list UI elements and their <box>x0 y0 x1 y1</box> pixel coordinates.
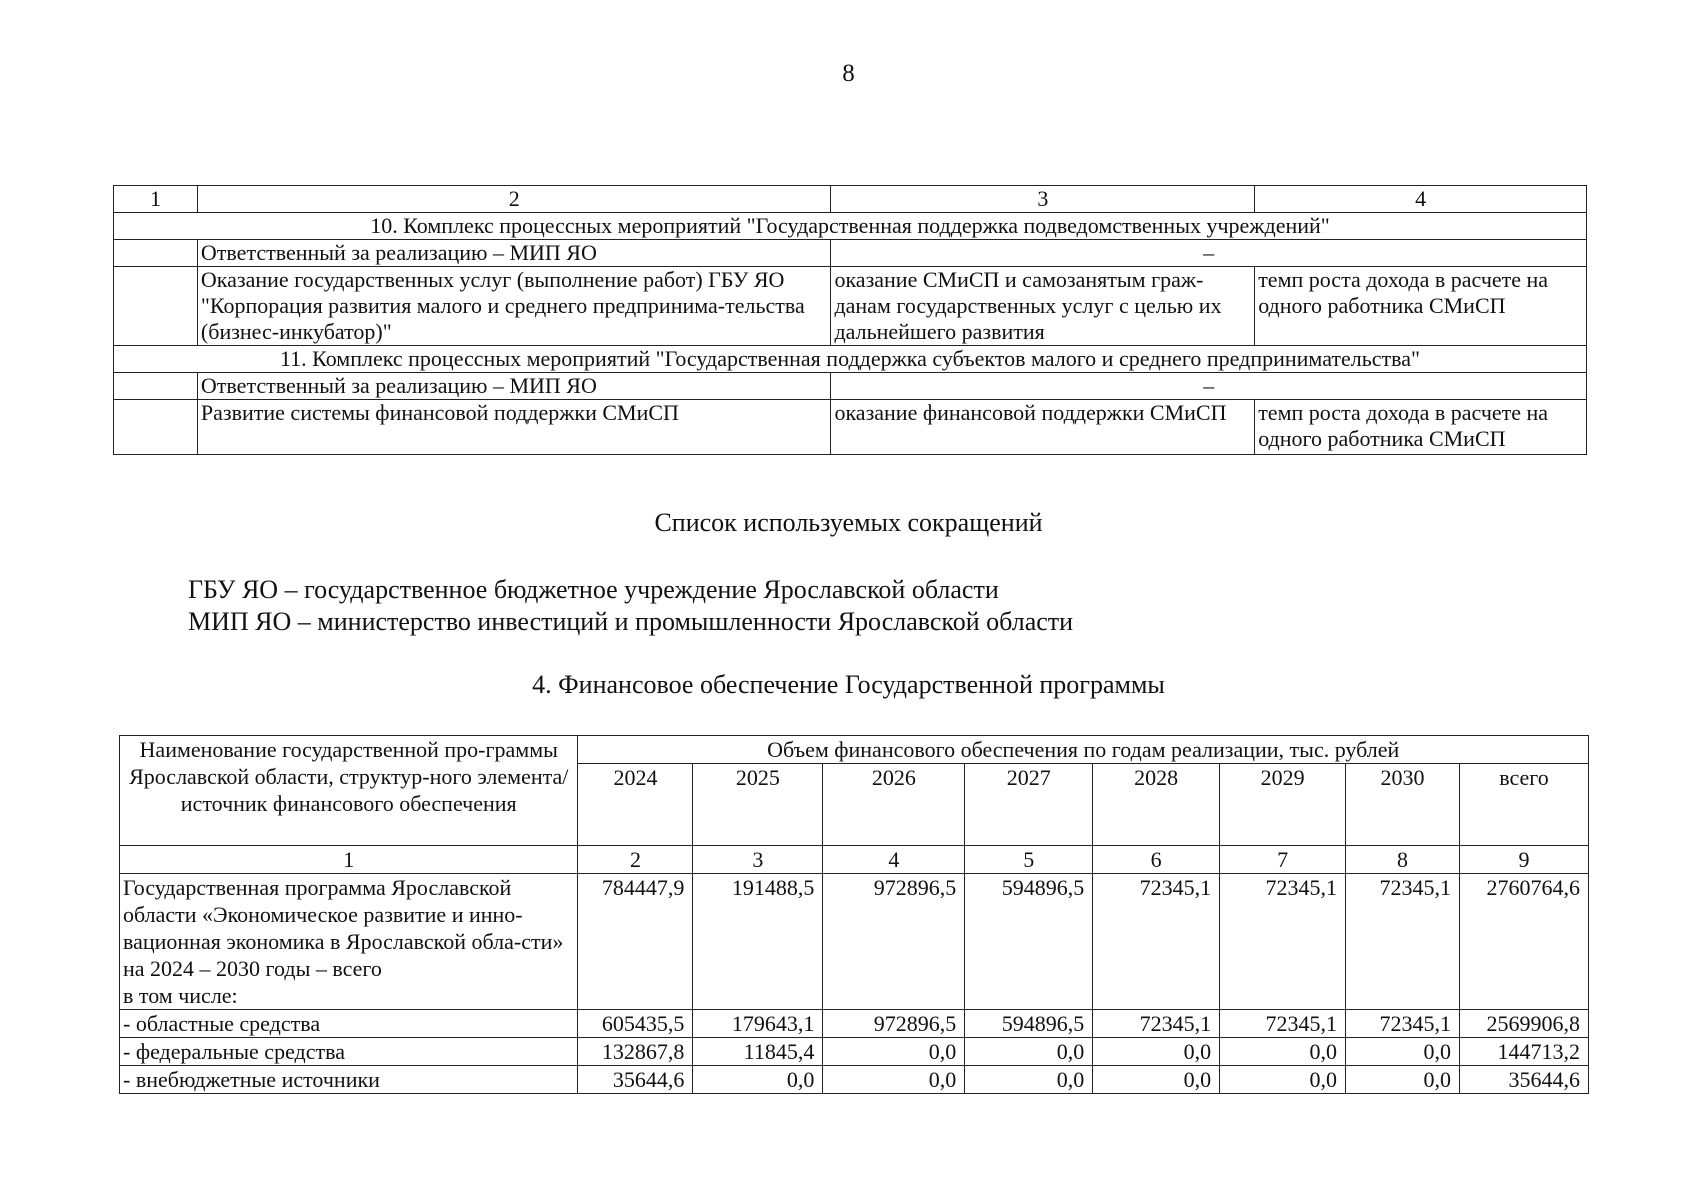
task-cell: Развитие системы финансовой поддержки СМиСП <box>197 400 831 455</box>
section-10-row <box>114 213 1587 240</box>
empty-cell <box>114 267 198 346</box>
year-header: 2025 <box>693 764 823 846</box>
value-cell: 0,0 <box>693 1066 823 1094</box>
finance-table <box>119 735 1589 1094</box>
value-cell: 0,0 <box>1220 1038 1346 1066</box>
row-name: - областные средства <box>120 1010 578 1038</box>
dash-cell: – <box>831 373 1587 400</box>
year-header: 2028 <box>1093 764 1220 846</box>
value-cell: 0,0 <box>1093 1066 1220 1094</box>
value-cell: 0,0 <box>823 1066 965 1094</box>
year-header: 2030 <box>1346 764 1460 846</box>
volume-header: Объем финансового обеспечения по годам реализации, тыс. рублей <box>578 736 1589 764</box>
value-cell: 0,0 <box>1346 1038 1460 1066</box>
year-header: 2027 <box>965 764 1093 846</box>
value-cell: 11845,4 <box>693 1038 823 1066</box>
abbreviations-list <box>188 574 1073 638</box>
year-header: 2029 <box>1220 764 1346 846</box>
abbreviations-title: Список используемых сокращений <box>654 508 1043 537</box>
header-cell: 2 <box>197 186 831 213</box>
header-cell: 4 <box>1255 186 1587 213</box>
index-cell: 8 <box>1346 846 1460 874</box>
index-cell: 5 <box>965 846 1093 874</box>
value-cell: 191488,5 <box>693 874 823 1010</box>
total-cell: 35644,6 <box>1459 1066 1588 1094</box>
value-cell: 72345,1 <box>1093 1010 1220 1038</box>
total-header: всего <box>1459 764 1588 846</box>
value-cell: 72345,1 <box>1346 1010 1460 1038</box>
value-cell: 784447,9 <box>578 874 693 1010</box>
finance-title: 4. Финансовое обеспечение Государственной программы <box>532 670 1165 699</box>
table-row <box>114 240 1587 267</box>
program-name: Государственная программа Ярославской области «Экономическое развитие и инно-вационная экономика в Ярославской обла-сти» на 2024 – 2030 годы – всего <box>123 875 564 981</box>
empty-cell <box>114 240 198 267</box>
table-row <box>114 267 1587 346</box>
value-cell: 972896,5 <box>823 874 965 1010</box>
header-cell: 1 <box>114 186 198 213</box>
finance-row-federal <box>120 1038 1589 1066</box>
empty-cell <box>114 400 198 455</box>
index-cell: 6 <box>1093 846 1220 874</box>
index-cell: 4 <box>823 846 965 874</box>
task-cell: Оказание государственных услуг (выполнение работ) ГБУ ЯО "Корпорация развития малого и среднего предпринима-тельства (бизнес-инкубатор)" <box>197 267 831 346</box>
value-cell: 0,0 <box>965 1066 1093 1094</box>
total-cell: 2760764,6 <box>1459 874 1588 1010</box>
section-10-title: 10. Комплекс процессных мероприятий "Государственная поддержка подведомственных учреждений" <box>114 213 1587 240</box>
responsible-cell: Ответственный за реализацию – МИП ЯО <box>197 240 831 267</box>
index-cell: 1 <box>120 846 578 874</box>
value-cell: 132867,8 <box>578 1038 693 1066</box>
row-name: - внебюджетные источники <box>120 1066 578 1094</box>
page-number: 8 <box>842 60 855 87</box>
table-row <box>114 400 1587 455</box>
finance-row-program <box>120 874 1589 1010</box>
indicator-cell: темп роста дохода в расчете на одного работника СМиСП <box>1255 267 1587 346</box>
value-cell: 72345,1 <box>1093 874 1220 1010</box>
row-name <box>120 874 578 1010</box>
abbreviation-item: МИП ЯО – министерство инвестиций и промышленности Ярославской области <box>188 607 1074 636</box>
index-cell: 2 <box>578 846 693 874</box>
value-cell: 605435,5 <box>578 1010 693 1038</box>
index-row <box>120 846 1589 874</box>
empty-cell <box>114 373 198 400</box>
finance-row-extrabudgetary <box>120 1066 1589 1094</box>
section-11-title: 11. Комплекс процессных мероприятий "Государственная поддержка субъектов малого и среднего предпринимательства" <box>114 346 1587 373</box>
year-header: 2024 <box>578 764 693 846</box>
indicator-cell: темп роста дохода в расчете на одного работника СМиСП <box>1255 400 1587 455</box>
header-cell: 3 <box>831 186 1255 213</box>
value-cell: 594896,5 <box>965 1010 1093 1038</box>
value-cell: 0,0 <box>1093 1038 1220 1066</box>
total-cell: 144713,2 <box>1459 1038 1588 1066</box>
year-header: 2026 <box>823 764 965 846</box>
index-cell: 3 <box>693 846 823 874</box>
result-cell: оказание СМиСП и самозанятым граж-данам государственных услуг с целью их дальнейшего развития <box>831 267 1255 346</box>
responsible-cell: Ответственный за реализацию – МИП ЯО <box>197 373 831 400</box>
value-cell: 594896,5 <box>965 874 1093 1010</box>
row-name: - федеральные средства <box>120 1038 578 1066</box>
value-cell: 0,0 <box>823 1038 965 1066</box>
including-label: в том числе: <box>123 983 238 1008</box>
value-cell: 72345,1 <box>1220 1010 1346 1038</box>
value-cell: 72345,1 <box>1346 874 1460 1010</box>
value-cell: 179643,1 <box>693 1010 823 1038</box>
dash-cell: – <box>831 240 1587 267</box>
index-cell: 9 <box>1459 846 1588 874</box>
measures-table <box>113 185 1587 455</box>
value-cell: 972896,5 <box>823 1010 965 1038</box>
table-row <box>114 373 1587 400</box>
value-cell: 0,0 <box>965 1038 1093 1066</box>
abbreviation-item: ГБУ ЯО – государственное бюджетное учреждение Ярославской области <box>188 575 999 604</box>
index-cell: 7 <box>1220 846 1346 874</box>
result-cell: оказание финансовой поддержки СМиСП <box>831 400 1255 455</box>
total-cell: 2569906,8 <box>1459 1010 1588 1038</box>
finance-row-regional <box>120 1010 1589 1038</box>
value-cell: 35644,6 <box>578 1066 693 1094</box>
value-cell: 0,0 <box>1220 1066 1346 1094</box>
section-11-row <box>114 346 1587 373</box>
table-header-row <box>114 186 1587 213</box>
value-cell: 72345,1 <box>1220 874 1346 1010</box>
name-column-header: Наименование государственной про-граммы Ярославской области, структур-ного элемента/ источник финансового обеспечения <box>120 736 578 846</box>
finance-header-row <box>120 736 1589 764</box>
value-cell: 0,0 <box>1346 1066 1460 1094</box>
